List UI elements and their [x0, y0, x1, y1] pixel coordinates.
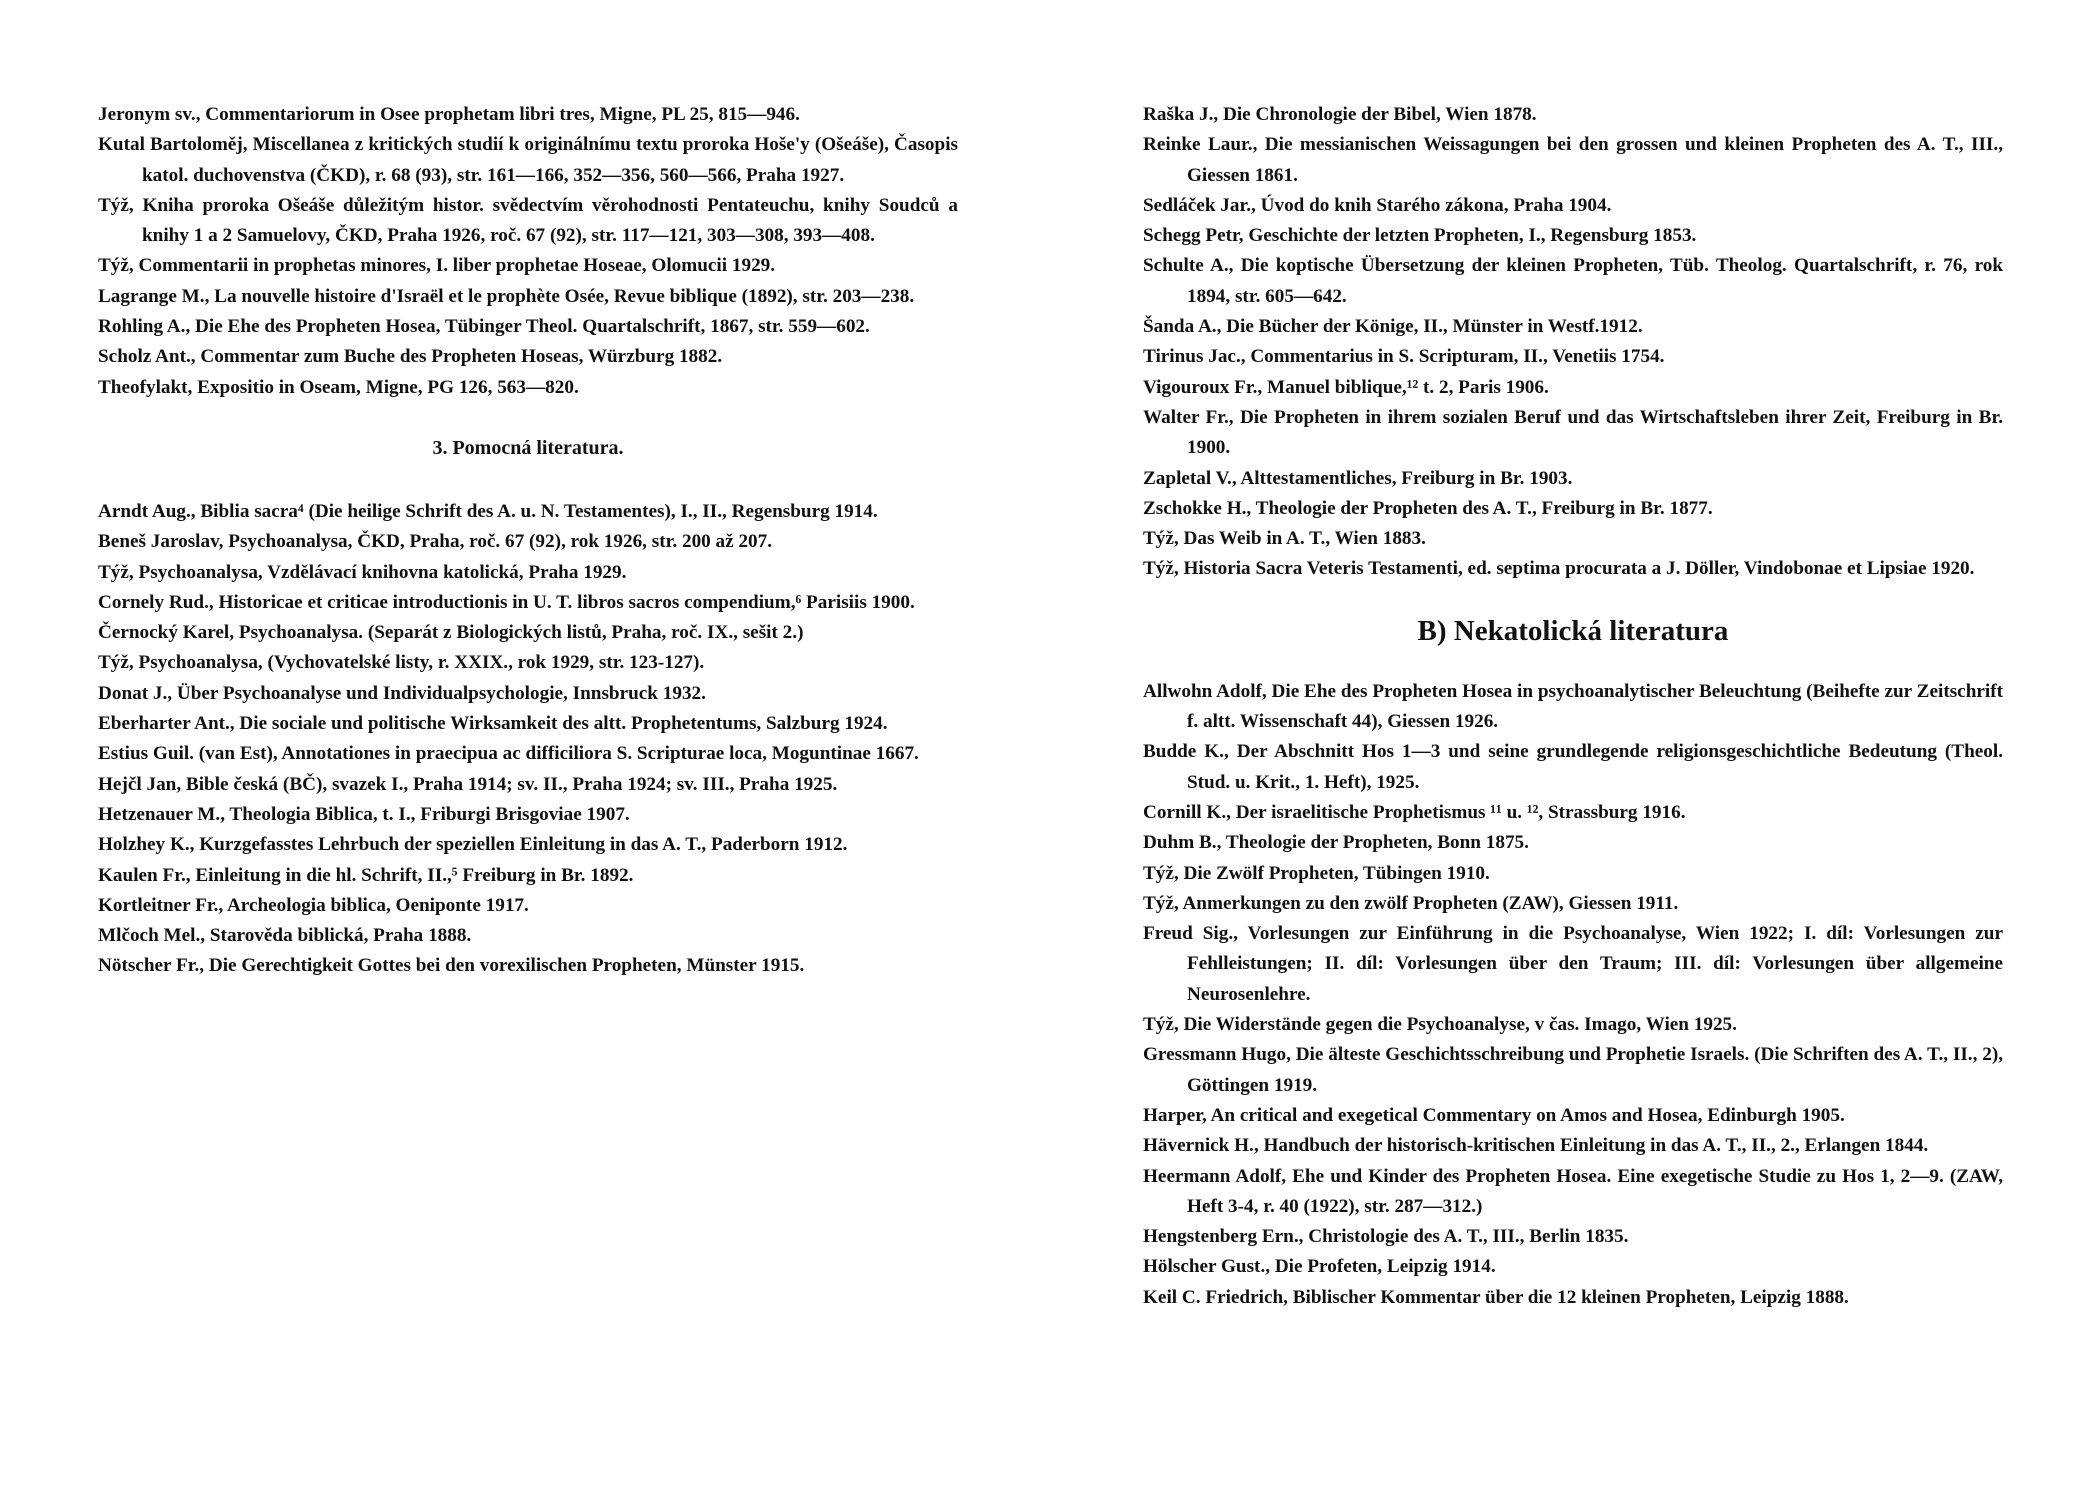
left-column: [98, 100, 958, 982]
bibliography-entry: Tirinus Jac., Commentarius in S. Scripturam, II., Venetiis 1754.: [1143, 346, 1665, 368]
bibliography-entry: Týž, Anmerkungen zu den zwölf Propheten (ZAW), Giessen 1911.: [1143, 892, 1679, 914]
bibliography-entry: Kaulen Fr., Einleitung in die hl. Schrift, II.,⁵ Freiburg in Br. 1892.: [98, 864, 634, 886]
bibliography-entry: Zapletal V., Alttestamentliches, Freiburg in Br. 1903.: [1143, 467, 1573, 489]
bibliography-entry: Reinke Laur., Die messianischen Weissagungen bei den grossen und kleinen Propheten des A. T., III., Giessen 1861.: [1143, 134, 2003, 186]
bibliography-entry: Mlčoch Mel., Starověda biblická, Praha 1888.: [98, 925, 472, 947]
bibliography-entry: Lagrange M., La nouvelle histoire d'Israël et le prophète Osée, Revue biblique (1892), str. 203—238.: [98, 285, 915, 307]
bibliography-entry: Walter Fr., Die Propheten in ihrem sozialen Beruf und das Wirtschaftsleben ihrer Zeit, Freiburg in Br. 1900.: [1143, 406, 2003, 459]
bibliography-entry: Týž, Die Zwölf Propheten, Tübingen 1910.: [1143, 862, 1490, 884]
bibliography-entry: Duhm B., Theologie der Propheten, Bonn 1875.: [1143, 832, 1529, 854]
bibliography-entry: Estius Guil. (van Est), Annotationes in praecipua ac difficiliora S. Scripturae loca, Moguntinae 1667.: [98, 743, 919, 765]
bibliography-entry: Nötscher Fr., Die Gerechtigkeit Gottes bei den vorexilischen Propheten, Münster 1915.: [98, 955, 805, 977]
bibliography-entry: Eberharter Ant., Die sociale und politische Wirksamkeit des altt. Prophetentums, Salzburg 1924.: [98, 713, 888, 735]
right-column: [1143, 100, 2003, 1313]
bibliography-entry: Keil C. Friedrich, Biblischer Kommentar über die 12 kleinen Propheten, Leipzig 1888.: [1143, 1286, 1849, 1308]
bibliography-entry: Budde K., Der Abschnitt Hos 1—3 und seine grundlegende religionsgeschichtliche Bedeutung (Theol. Stud. u. Krit., 1. Heft), 1925.: [1143, 741, 2003, 793]
bibliography-entry: Jeronym sv., Commentariorum in Osee prophetam libri tres, Migne, PL 25, 815—946.: [98, 104, 800, 125]
bibliography-entry: Harper, An critical and exegetical Commentary on Amos and Hosea, Edinburgh 1905.: [1143, 1104, 1845, 1126]
bibliography-entry: Beneš Jaroslav, Psychoanalysa, ČKD, Praha, roč. 67 (92), rok 1926, str. 200 až 207.: [98, 531, 773, 553]
section-heading-non-catholic-literature: B) Nekatolická literatura: [1417, 614, 1729, 647]
bibliography-entry: Hejčl Jan, Bible česká (BČ), svazek I., Praha 1914; sv. II., Praha 1924; sv. III., Praha 1925.: [98, 773, 838, 795]
bibliography-entry: Týž, Die Widerstände gegen die Psychoanalyse, v čas. Imago, Wien 1925.: [1143, 1014, 1737, 1036]
bibliography-entry: Týž, Psychoanalysa, (Vychovatelské listy, r. XXIX., rok 1929, str. 123-127).: [98, 652, 705, 674]
bibliography-entry: Allwohn Adolf, Die Ehe des Propheten Hosea in psychoanalytischer Beleuchtung (Beihefte zur Zeitschrift f. altt. Wissenschaft 44), Giessen 1926.: [1143, 680, 2003, 733]
bibliography-entry: Raška J., Die Chronologie der Bibel, Wien 1878.: [1143, 104, 1537, 125]
bibliography-entry: Šanda A., Die Bücher der Könige, II., Münster in Westf.1912.: [1143, 316, 1643, 338]
bibliography-entry: Sedláček Jar., Úvod do knih Starého zákona, Praha 1904.: [1143, 194, 1612, 216]
bibliography-entry: Freud Sig., Vorlesungen zur Einführung in die Psychoanalyse, Wien 1922; I. díl: Vorlesungen zur Fehlleistungen; II. díl: Vorlesungen über den Traum; III. díl: Vorlesungen über allgemeine Neurosenlehre.: [1143, 923, 2003, 1005]
bibliography-entry: Hengstenberg Ern., Christologie des A. T., III., Berlin 1835.: [1143, 1226, 1629, 1248]
bibliography-entry: Gressmann Hugo, Die älteste Geschichtsschreibung und Prophetie Israels. (Die Schriften des A. T., II., 2), Göttingen 1919.: [1143, 1044, 2003, 1096]
bibliography-entry: Arndt Aug., Biblia sacra⁴ (Die heilige Schrift des A. u. N. Testamentes), I., II., Regensburg 1914.: [98, 500, 878, 522]
bibliography-entry: Týž, Commentarii in prophetas minores, I. liber prophetae Hoseae, Olomucii 1929.: [98, 255, 776, 277]
bibliography-entry: Černocký Karel, Psychoanalysa. (Separát z Biologických listů, Praha, roč. IX., sešit 2.): [98, 622, 804, 644]
bibliography-entry: Hölscher Gust., Die Profeten, Leipzig 1914.: [1143, 1256, 1496, 1278]
bibliography-entry: Týž, Kniha proroka Ošeáše důležitým histor. svědectvím věrohodnosti Pentateuchu, knihy Soudců a knihy 1 a 2 Samuelovy, ČKD, Praha 1926, roč. 67 (92), str. 117—121, 303—308, 393—408.: [98, 194, 958, 247]
bibliography-entry: Schegg Petr, Geschichte der letzten Propheten, I., Regensburg 1853.: [1143, 225, 1697, 247]
bibliography-entry: Donat J., Über Psychoanalyse und Individualpsychologie, Innsbruck 1932.: [98, 682, 706, 704]
bibliography-entry: Rohling A., Die Ehe des Propheten Hosea, Tübinger Theol. Quartalschrift, 1867, str. 559—602.: [98, 316, 870, 338]
bibliography-entry: Cornely Rud., Historicae et criticae introductionis in U. T. libros sacros compendium,⁶ Parisiis 1900.: [98, 591, 915, 613]
bibliography-entry: Vigouroux Fr., Manuel biblique,¹² t. 2, Paris 1906.: [1143, 376, 1549, 398]
bibliography-entry: Heermann Adolf, Ehe und Kinder des Propheten Hosea. Eine exegetische Studie zu Hos 1, 2—9. (ZAW, Heft 3-4, r. 40 (1922), str. 287—312.): [1143, 1165, 2003, 1217]
bibliography-entry: Kortleitner Fr., Archeologia biblica, Oeniponte 1917.: [98, 894, 529, 916]
bibliography-entry: Holzhey K., Kurzgefasstes Lehrbuch der speziellen Einleitung in das A. T., Paderborn 1912.: [98, 834, 848, 856]
bibliography-entry: Theofylakt, Expositio in Oseam, Migne, PG 126, 563—820.: [98, 376, 579, 398]
bibliography-entry: Cornill K., Der israelitische Prophetismus ¹¹ u. ¹², Strassburg 1916.: [1143, 801, 1686, 823]
bibliography-entry: Týž, Psychoanalysa, Vzdělávací knihovna katolická, Praha 1929.: [98, 561, 627, 583]
bibliography-entry: Hetzenauer M., Theologia Biblica, t. I., Friburgi Brisgoviae 1907.: [98, 803, 630, 825]
bibliography-entry: Týž, Historia Sacra Veteris Testamenti, ed. septima procurata a J. Döller, Vindobonae et Lipsiae 1920.: [1143, 558, 1975, 580]
bibliography-entry: Kutal Bartoloměj, Miscellanea z kritických studií k originálnímu textu proroka Hoše'y (Ošeáše), Časopis katol. duchovenstva (ČKD), r. 68 (93), str. 161—166, 352—356, 560—566, Praha 1927.: [98, 134, 958, 186]
bibliography-entry: Schulte A., Die koptische Übersetzung der kleinen Propheten, Tüb. Theolog. Quartalschrift, r. 76, rok 1894, str. 605—642.: [1143, 255, 2003, 307]
bibliography-entry: Týž, Das Weib in A. T., Wien 1883.: [1143, 528, 1426, 550]
bibliography-entry: Hävernick H., Handbuch der historisch-kritischen Einleitung in das A. T., II., 2., Erlangen 1844.: [1143, 1135, 1929, 1157]
section-heading-auxiliary-literature: 3. Pomocná literatura.: [432, 436, 624, 459]
bibliography-entry: Scholz Ant., Commentar zum Buche des Propheten Hoseas, Würzburg 1882.: [98, 346, 723, 368]
bibliography-entry: Zschokke H., Theologie der Propheten des A. T., Freiburg in Br. 1877.: [1143, 497, 1713, 519]
